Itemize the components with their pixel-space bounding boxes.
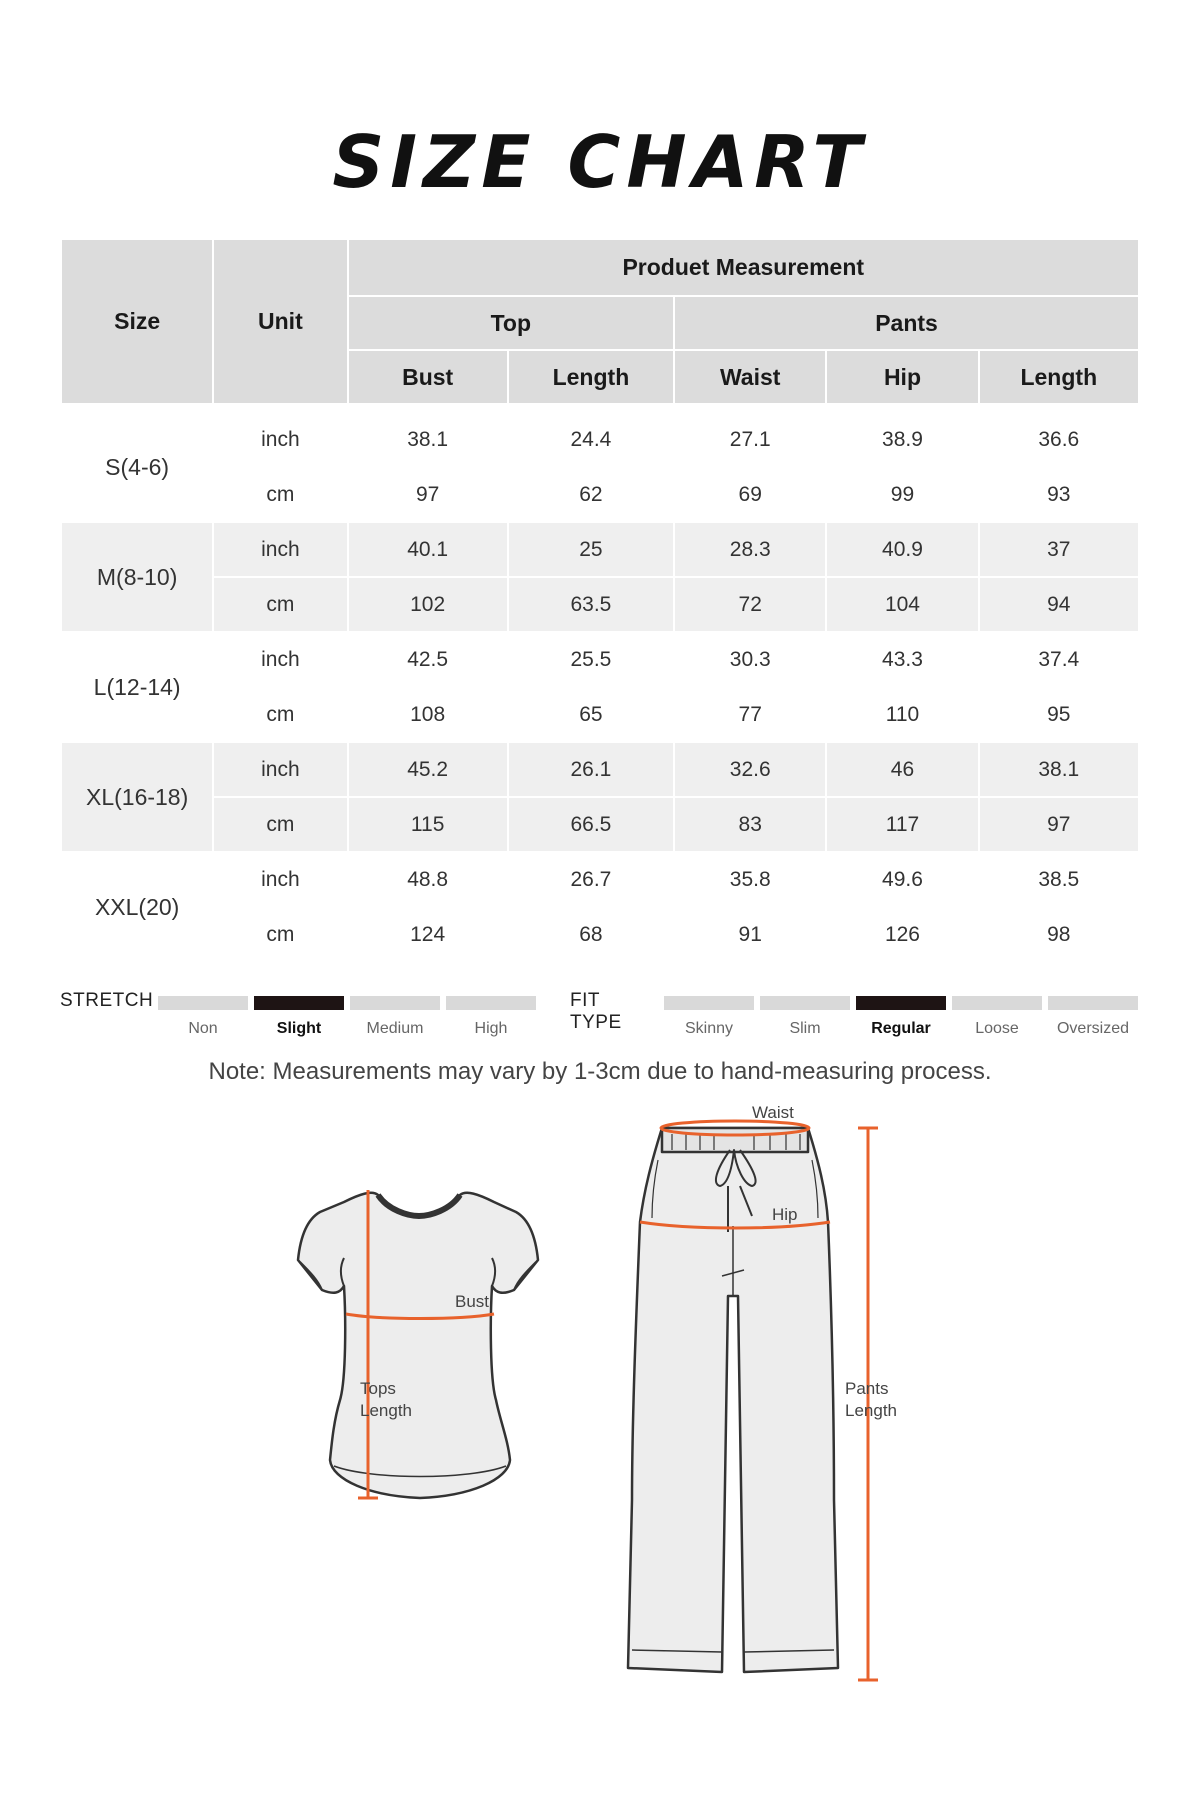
stretch-title: STRETCH — [60, 990, 154, 1011]
table-cell: 38.5 — [1038, 867, 1080, 891]
table-cell: 102 — [349, 578, 507, 631]
column-header-hip: Hip — [827, 351, 977, 403]
table-cell: 68 — [579, 922, 603, 946]
unit-label: inch — [214, 743, 346, 796]
table-cell: 66.5 — [509, 798, 673, 851]
table-cell: 27.1 — [729, 427, 771, 451]
size-header: Size — [62, 240, 212, 403]
table-cell: 38.1 — [407, 427, 449, 451]
table-cell: 40.9 — [827, 523, 977, 576]
stretch-label-medium: Medium — [366, 1020, 424, 1037]
table-cell: 42.5 — [407, 647, 449, 671]
fit-type-title: FIT TYPE — [570, 990, 622, 1033]
table-cell: 32.6 — [675, 743, 825, 796]
table-cell: 93 — [1047, 482, 1071, 506]
hip-label: Hip — [772, 1205, 798, 1224]
table-cell: 72 — [675, 578, 825, 631]
table-cell: 69 — [738, 482, 762, 506]
table-cell: 126 — [884, 922, 920, 946]
column-header-top-length: Length — [509, 351, 673, 403]
table-cell: 46 — [827, 743, 977, 796]
pants-header: Pants — [675, 297, 1138, 349]
size-label: XL(16-18) — [62, 743, 212, 851]
table-cell: 35.8 — [729, 867, 771, 891]
table-cell: 95 — [1047, 702, 1071, 726]
table-cell: 40.1 — [349, 523, 507, 576]
size-label: S(4-6) — [105, 453, 170, 480]
table-cell: 83 — [675, 798, 825, 851]
unit-label: inch — [261, 867, 300, 891]
tops-length-label-2: Length — [360, 1401, 412, 1420]
fit-label-skinny: Skinny — [684, 1020, 734, 1037]
table-cell: 63.5 — [509, 578, 673, 631]
fit-label-slim: Slim — [789, 1020, 821, 1037]
table-cell: 25.5 — [570, 647, 612, 671]
fit-label-regular: Regular — [871, 1020, 931, 1037]
stretch-label-high: High — [474, 1020, 508, 1037]
table-cell: 24.4 — [570, 427, 612, 451]
table-cell: 65 — [579, 702, 603, 726]
unit-label: inch — [261, 427, 300, 451]
table-cell: 36.6 — [1038, 427, 1080, 451]
table-cell: 98 — [1047, 922, 1071, 946]
unit-label: cm — [266, 702, 295, 726]
unit-header: Unit — [214, 240, 346, 403]
table-cell: 115 — [349, 798, 507, 851]
pants-length-label-1: Pants — [845, 1379, 889, 1398]
table-cell: 26.7 — [570, 867, 612, 891]
tops-length-label-1: Tops — [360, 1379, 396, 1398]
column-header-pants-length: Length — [980, 351, 1138, 403]
unit-label: inch — [214, 523, 346, 576]
table-cell: 77 — [738, 702, 762, 726]
bust-label: Bust — [455, 1292, 490, 1311]
page-title: SIZE CHART — [332, 120, 868, 204]
table-cell: 37.4 — [1038, 647, 1080, 671]
size-label: L(12-14) — [93, 673, 181, 700]
fit-label-loose: Loose — [975, 1020, 1019, 1037]
table-cell: 94 — [980, 578, 1138, 631]
size-label: XXL(20) — [94, 893, 180, 920]
table-cell: 104 — [827, 578, 977, 631]
table-cell: 97 — [415, 482, 440, 506]
size-label: M(8-10) — [62, 523, 212, 631]
waist-label: Waist — [752, 1103, 794, 1122]
stretch-label-non: Non — [188, 1020, 218, 1037]
unit-label: cm — [214, 798, 346, 851]
table-cell: 49.6 — [882, 867, 923, 891]
top-header: Top — [349, 297, 674, 349]
tshirt-illustration — [298, 1193, 538, 1498]
table-cell: 99 — [890, 482, 915, 506]
stretch-label-slight: Slight — [276, 1020, 322, 1037]
table-cell: 26.1 — [509, 743, 673, 796]
fit-label-oversized: Oversized — [1056, 1020, 1130, 1037]
measurement-note: Note: Measurements may vary by 1-3cm due to hand-measuring process. — [208, 1058, 992, 1085]
unit-label: inch — [261, 647, 300, 671]
table-cell: 43.3 — [882, 647, 923, 671]
table-cell: 117 — [827, 798, 977, 851]
unit-label: cm — [266, 482, 295, 506]
table-cell: 124 — [410, 922, 446, 946]
table-cell: 25 — [509, 523, 673, 576]
pants-illustration — [628, 1128, 838, 1672]
column-header-waist: Waist — [675, 351, 825, 403]
unit-label: cm — [266, 922, 295, 946]
table-cell: 110 — [885, 702, 920, 726]
unit-label: cm — [214, 578, 346, 631]
table-cell: 38.9 — [882, 427, 923, 451]
table-cell: 38.1 — [980, 743, 1138, 796]
table-cell: 97 — [980, 798, 1138, 851]
column-header-bust: Bust — [349, 351, 507, 403]
table-cell: 37 — [980, 523, 1138, 576]
table-cell: 108 — [410, 702, 446, 726]
pants-length-label-2: Length — [845, 1401, 897, 1420]
table-cell: 30.3 — [729, 647, 771, 671]
table-cell: 48.8 — [407, 867, 449, 891]
table-cell: 28.3 — [675, 523, 825, 576]
table-cell: 91 — [738, 922, 762, 946]
table-cell: 45.2 — [349, 743, 507, 796]
table-cell: 62 — [579, 482, 603, 506]
measurement-group-header: Produet Measurement — [349, 240, 1139, 295]
